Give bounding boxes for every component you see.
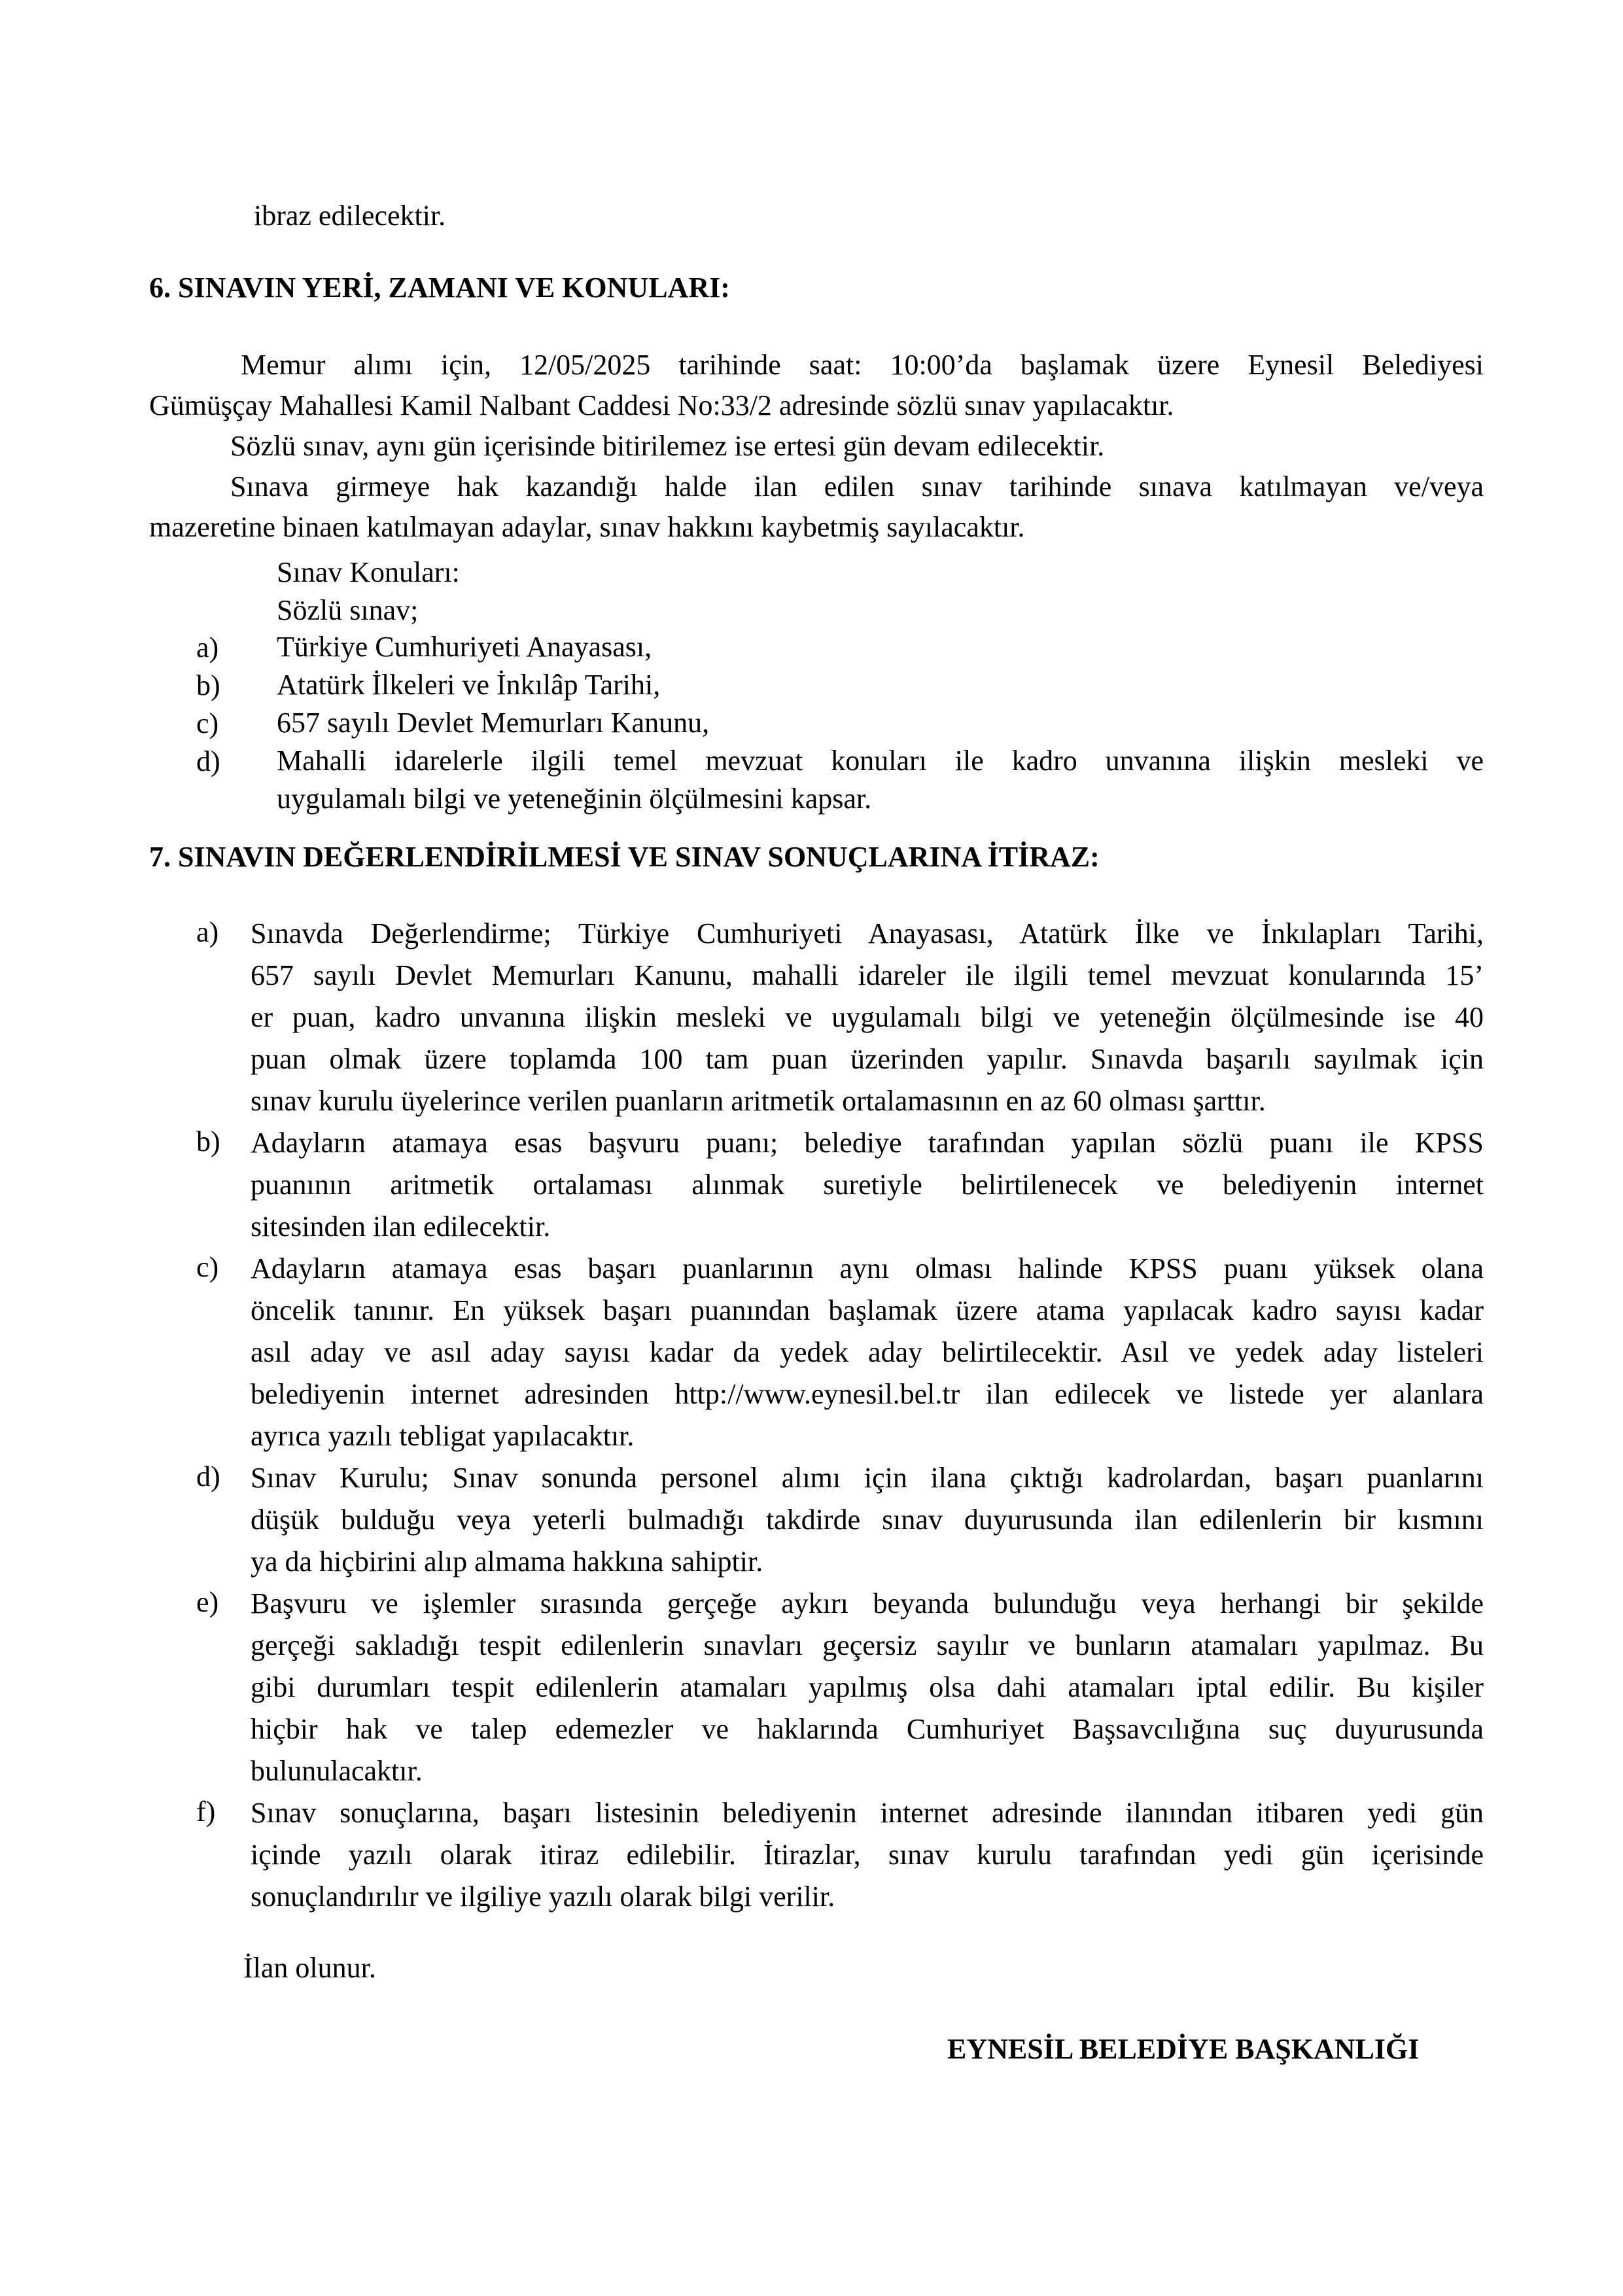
list-item-line: sitesinden ilan edilecektir. [251,1210,551,1243]
list-item-line: gibi durumları tespit edilenlerin atamaları yapılmış olsa dahi atamaları iptal edilir. Bu kişiler [251,1671,1484,1703]
list-item-line: er puan, kadro unvanına ilişkin mesleki ve uygulamalı bilgi ve yeteneğin ölçülmesinde ise 40 [251,1001,1484,1033]
list-marker: b) [196,1125,220,1157]
list-item-text [277,666,1484,704]
list-marker: f) [196,1795,216,1828]
list-item-text [277,704,1484,742]
list-item-line: ya da hiçbirini alıp almama hakkına sahiptir. [251,1545,763,1578]
closing-text: İlan olunur. [243,1952,376,1984]
list-item-text [251,913,1484,1122]
section-7-heading: 7. SINAVIN DEĞERLENDİRİLMESİ VE SINAV SONUÇLARINA İTİRAZ: [149,841,1100,873]
signature-block: EYNESİL BELEDİYE BAŞKANLIĞI [947,2033,1420,2065]
list-item-line: öncelik tanınır. En yüksek başarı puanından başlamak üzere atama yapılacak kadro sayısı kadar [251,1294,1484,1326]
topics-label: Sınav Konuları: [277,556,460,588]
list-item-line: içinde yazılı olarak itiraz edilebilir. İtirazlar, sınav kurulu tarafından yedi gün içerisinde [251,1839,1484,1871]
list-item-line: Adayların atamaya esas başarı puanlarının aynı olması halinde KPSS puanı yüksek olana [251,1252,1484,1284]
list-marker: a) [196,631,219,663]
list-item-text [251,1583,1484,1792]
list-item-line: 657 sayılı Devlet Memurları Kanunu, [277,707,710,739]
list-item-line: Başvuru ve işlemler sırasında gerçeğe aykırı beyanda bulunduğu veya herhangi bir şekilde [251,1587,1484,1619]
section-6-para1-line1: Memur alımı için, 12/05/2025 tarihinde saat: 10:00’da başlamak üzere Eynesil Belediyesi [241,349,1484,381]
list-item-line: uygulamalı bilgi ve yeteneğinin ölçülmesini kapsar. [277,783,872,815]
section-6-para1-line2: Gümüşçay Mahallesi Kamil Nalbant Caddesi No:33/2 adresinde sözlü sınav yapılacaktır. [149,389,1174,421]
list-item-line: Sınavda Değerlendirme; Türkiye Cumhuriyeti Anayasası, Atatürk İlke ve İnkılapları Tarihi, [251,917,1484,949]
list-item-line: Adayların atamaya esas başvuru puanı; belediye tarafından yapılan sözlü puanı ile KPSS [251,1127,1484,1159]
list-item-line: hiçbir hak ve talep edemezler ve haklarında Cumhuriyet Başsavcılığına suç duyurusunda [251,1713,1484,1745]
intro-tail-text: ibraz edilecektir. [254,200,446,232]
list-item-line: bulunulacaktır. [251,1755,423,1787]
list-item-text [251,1248,1484,1457]
list-marker: c) [196,1251,219,1283]
list-item-line: ayrıca yazılı tebligat yapılacaktır. [251,1420,635,1452]
oral-exam-label: Sözlü sınav; [277,594,419,626]
list-item-line: puanının aritmetik ortalaması alınmak suretiyle belirtilenecek ve belediyenin internet [251,1169,1484,1201]
list-item-line: gerçeği sakladığı tespit edilenlerin sınavları geçersiz sayılır ve bunların atamaları yapılmaz. Bu [251,1629,1484,1661]
section-6-para2: Sözlü sınav, aynı gün içerisinde bitirilemez ise ertesi gün devam edilecektir. [230,430,1105,462]
list-marker: c) [196,707,219,739]
list-item-line: sonuçlandırılır ve ilgiliye yazılı olarak bilgi verilir. [251,1881,835,1913]
list-item-line: belediyenin internet adresinden http://www.eynesil.bel.tr ilan edilecek ve listede yer alanlara [251,1378,1484,1410]
list-item-line: Mahalli idarelerle ilgili temel mevzuat konuları ile kadro unvanına ilişkin mesleki ve [277,745,1484,777]
list-item-line: sınav kurulu üyelerince verilen puanların aritmetik ortalamasının en az 60 olması şarttır. [251,1085,1266,1117]
list-item-line: düşük bulduğu veya yeterli bulmadığı takdirde sınav duyurusunda ilan edilenlerin bir kısmını [251,1504,1484,1536]
list-item-text [277,742,1484,818]
list-item-line: asıl aday ve asıl aday sayısı kadar da yedek aday belirtilecektir. Asıl ve yedek aday listeleri [251,1336,1484,1368]
list-item-text [251,1457,1484,1583]
list-item-line: Türkiye Cumhuriyeti Anayasası, [277,631,652,663]
section-6-heading: 6. SINAVIN YERİ, ZAMANI VE KONULARI: [149,272,730,304]
section-6-para3-line1: Sınava girmeye hak kazandığı halde ilan edilen sınav tarihinde sınava katılmayan ve/veya [230,470,1484,503]
list-item-line: Sınav Kurulu; Sınav sonunda personel alımı için ilana çıktığı kadrolardan, başarı puanlarını [251,1462,1484,1494]
list-item-text [277,628,1484,666]
list-marker: d) [196,1460,220,1492]
list-item-text [251,1122,1484,1248]
list-item-line: puan olmak üzere toplamda 100 tam puan üzerinden yapılır. Sınavda başarılı sayılmak için [251,1043,1484,1075]
list-item-line: 657 sayılı Devlet Memurları Kanunu, mahalli idareler ile ilgili temel mevzuat konularında 15’ [251,959,1484,991]
list-marker: b) [196,669,220,701]
list-item-line: Atatürk İlkeleri ve İnkılâp Tarihi, [277,669,661,701]
section-6-para3-line2: mazeretine binaen katılmayan adaylar, sınav hakkını kaybetmiş sayılacaktır. [149,511,1025,543]
list-item-line: Sınav sonuçlarına, başarı listesinin belediyenin internet adresinde ilanından itibaren yedi gün [251,1797,1484,1829]
list-marker: a) [196,916,219,948]
list-marker: e) [196,1586,219,1618]
list-marker: d) [196,745,220,777]
list-item-text [251,1792,1484,1918]
